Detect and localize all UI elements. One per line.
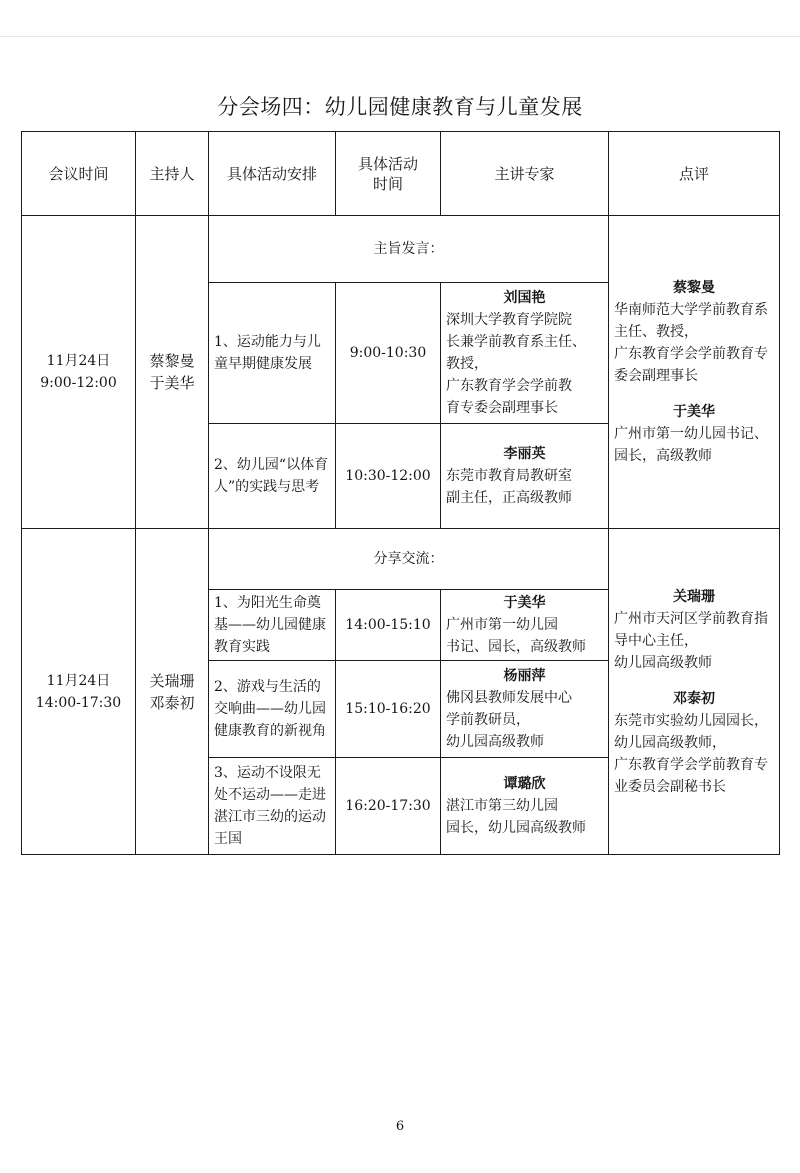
expert-cell <box>441 424 609 529</box>
comment-line: 委会副理事长 <box>614 368 698 384</box>
expert-cell <box>441 758 609 855</box>
comment-line: 华南师范大学学前教育系 <box>614 302 768 318</box>
expert-line: 东莞市教育局教研室 <box>446 468 572 484</box>
activity-cell: 2、游戏与生活的交响曲——幼儿园健康教育的新视角 <box>209 661 336 758</box>
session1-host1: 蔡黎曼 <box>149 352 195 370</box>
comment-line: 东莞市实验幼儿园园长， <box>614 712 768 729</box>
session1-label-row <box>22 216 780 283</box>
activity-cell: 3、运动不设限无处不运动——走进湛江市三幼的运动王国 <box>209 758 336 855</box>
comment-name: 邓泰初 <box>673 690 715 707</box>
expert-line: 湛江市第三幼儿园 <box>446 798 558 814</box>
comment-line: 广东教育学会学前教育专 <box>614 756 768 773</box>
activity-cell: 1、运动能力与儿童早期健康发展 <box>209 283 336 424</box>
expert-cell <box>441 661 609 758</box>
session1-host-cell <box>136 216 209 529</box>
session2-host2: 邓泰初 <box>149 693 195 712</box>
session2-label-row <box>22 529 780 590</box>
activity-time-cell: 15:10-16:20 <box>336 661 441 758</box>
session2-time-cell <box>22 529 136 855</box>
expert-cell <box>441 590 609 661</box>
header-activity: 具体活动安排 <box>209 132 336 216</box>
expert-name: 杨丽萍 <box>503 668 546 684</box>
session1-section-label: 主旨发言： <box>209 216 609 283</box>
comment-line: 广州市第一幼儿园书记、 <box>614 426 768 442</box>
comment-line: 广东教育学会学前教育专 <box>614 346 768 362</box>
activity-time-cell: 10:30-12:00 <box>336 424 441 529</box>
session1-time-cell <box>22 216 136 529</box>
expert-line: 幼儿园高级教师 <box>446 734 544 750</box>
page-number: 6 <box>395 1119 405 1134</box>
session2-section-label: 分享交流： <box>209 529 609 590</box>
expert-line: 园长，幼儿园高级教师 <box>446 820 586 836</box>
expert-line: 佛冈县教师发展中心 <box>446 690 572 706</box>
activity-cell: 2、幼儿园“以体育人”的实践与思考 <box>209 424 336 529</box>
comment-name: 关瑞珊 <box>673 588 715 605</box>
expert-name: 李丽英 <box>503 446 546 462</box>
session2-host-cell <box>136 529 209 855</box>
schedule-table <box>21 131 780 855</box>
expert-line: 教授， <box>446 356 488 372</box>
top-rule <box>0 36 800 37</box>
header-host: 主持人 <box>136 132 209 216</box>
comment-line: 主任、教授， <box>614 324 698 340</box>
comment-line: 导中心主任， <box>614 632 698 649</box>
session1-host2: 于美华 <box>149 374 195 392</box>
session2-date: 11月24日 <box>46 672 111 689</box>
activity-time-cell: 16:20-17:30 <box>336 758 441 855</box>
comment-line: 业委员会副秘书长 <box>614 778 726 795</box>
comment-line: 幼儿园高级教师， <box>614 734 726 751</box>
session1-comment-cell <box>609 216 780 529</box>
expert-line: 学前教研员， <box>446 712 530 728</box>
comment-line: 幼儿园高级教师 <box>614 654 712 671</box>
expert-line: 长兼学前教育系主任、 <box>446 334 586 350</box>
comment-line: 广州市天河区学前教育指 <box>614 610 768 627</box>
session2-time: 14:00-17:30 <box>35 694 122 711</box>
header-comment: 点评 <box>609 132 780 216</box>
expert-line: 广州市第一幼儿园 <box>446 617 558 633</box>
header-time: 会议时间 <box>22 132 136 216</box>
comment-name: 于美华 <box>673 404 715 420</box>
comment-name: 蔡黎曼 <box>673 280 715 296</box>
session2-host1: 关瑞珊 <box>149 671 195 690</box>
expert-name: 刘国艳 <box>503 290 546 306</box>
session2-comment-cell <box>609 529 780 855</box>
session1-time: 9:00-12:00 <box>40 375 117 391</box>
session1-date: 11月24日 <box>46 353 111 369</box>
expert-name: 谭璐欣 <box>503 776 546 792</box>
activity-cell: 1、为阳光生命奠基——幼儿园健康教育实践 <box>209 590 336 661</box>
expert-line: 副主任，正高级教师 <box>446 490 572 506</box>
activity-time-cell: 14:00-15:10 <box>336 590 441 661</box>
expert-line: 书记、园长，高级教师 <box>446 639 586 655</box>
expert-cell <box>441 283 609 424</box>
activity-time-cell: 9:00-10:30 <box>336 283 441 424</box>
comment-line: 园长，高级教师 <box>614 448 712 464</box>
header-activity-time <box>336 132 441 216</box>
header-expert: 主讲专家 <box>441 132 609 216</box>
expert-line: 育专委会副理事长 <box>446 400 558 416</box>
header-row <box>22 132 780 216</box>
header-activity-time-line2: 时间 <box>372 174 403 193</box>
expert-line: 广东教育学会学前教 <box>446 378 572 394</box>
page-title: 分会场四：幼儿园健康教育与儿童发展 <box>217 95 583 119</box>
header-activity-time-line1: 具体活动 <box>357 154 418 173</box>
expert-name: 于美华 <box>503 595 546 611</box>
expert-line: 深圳大学教育学院院 <box>446 312 572 328</box>
